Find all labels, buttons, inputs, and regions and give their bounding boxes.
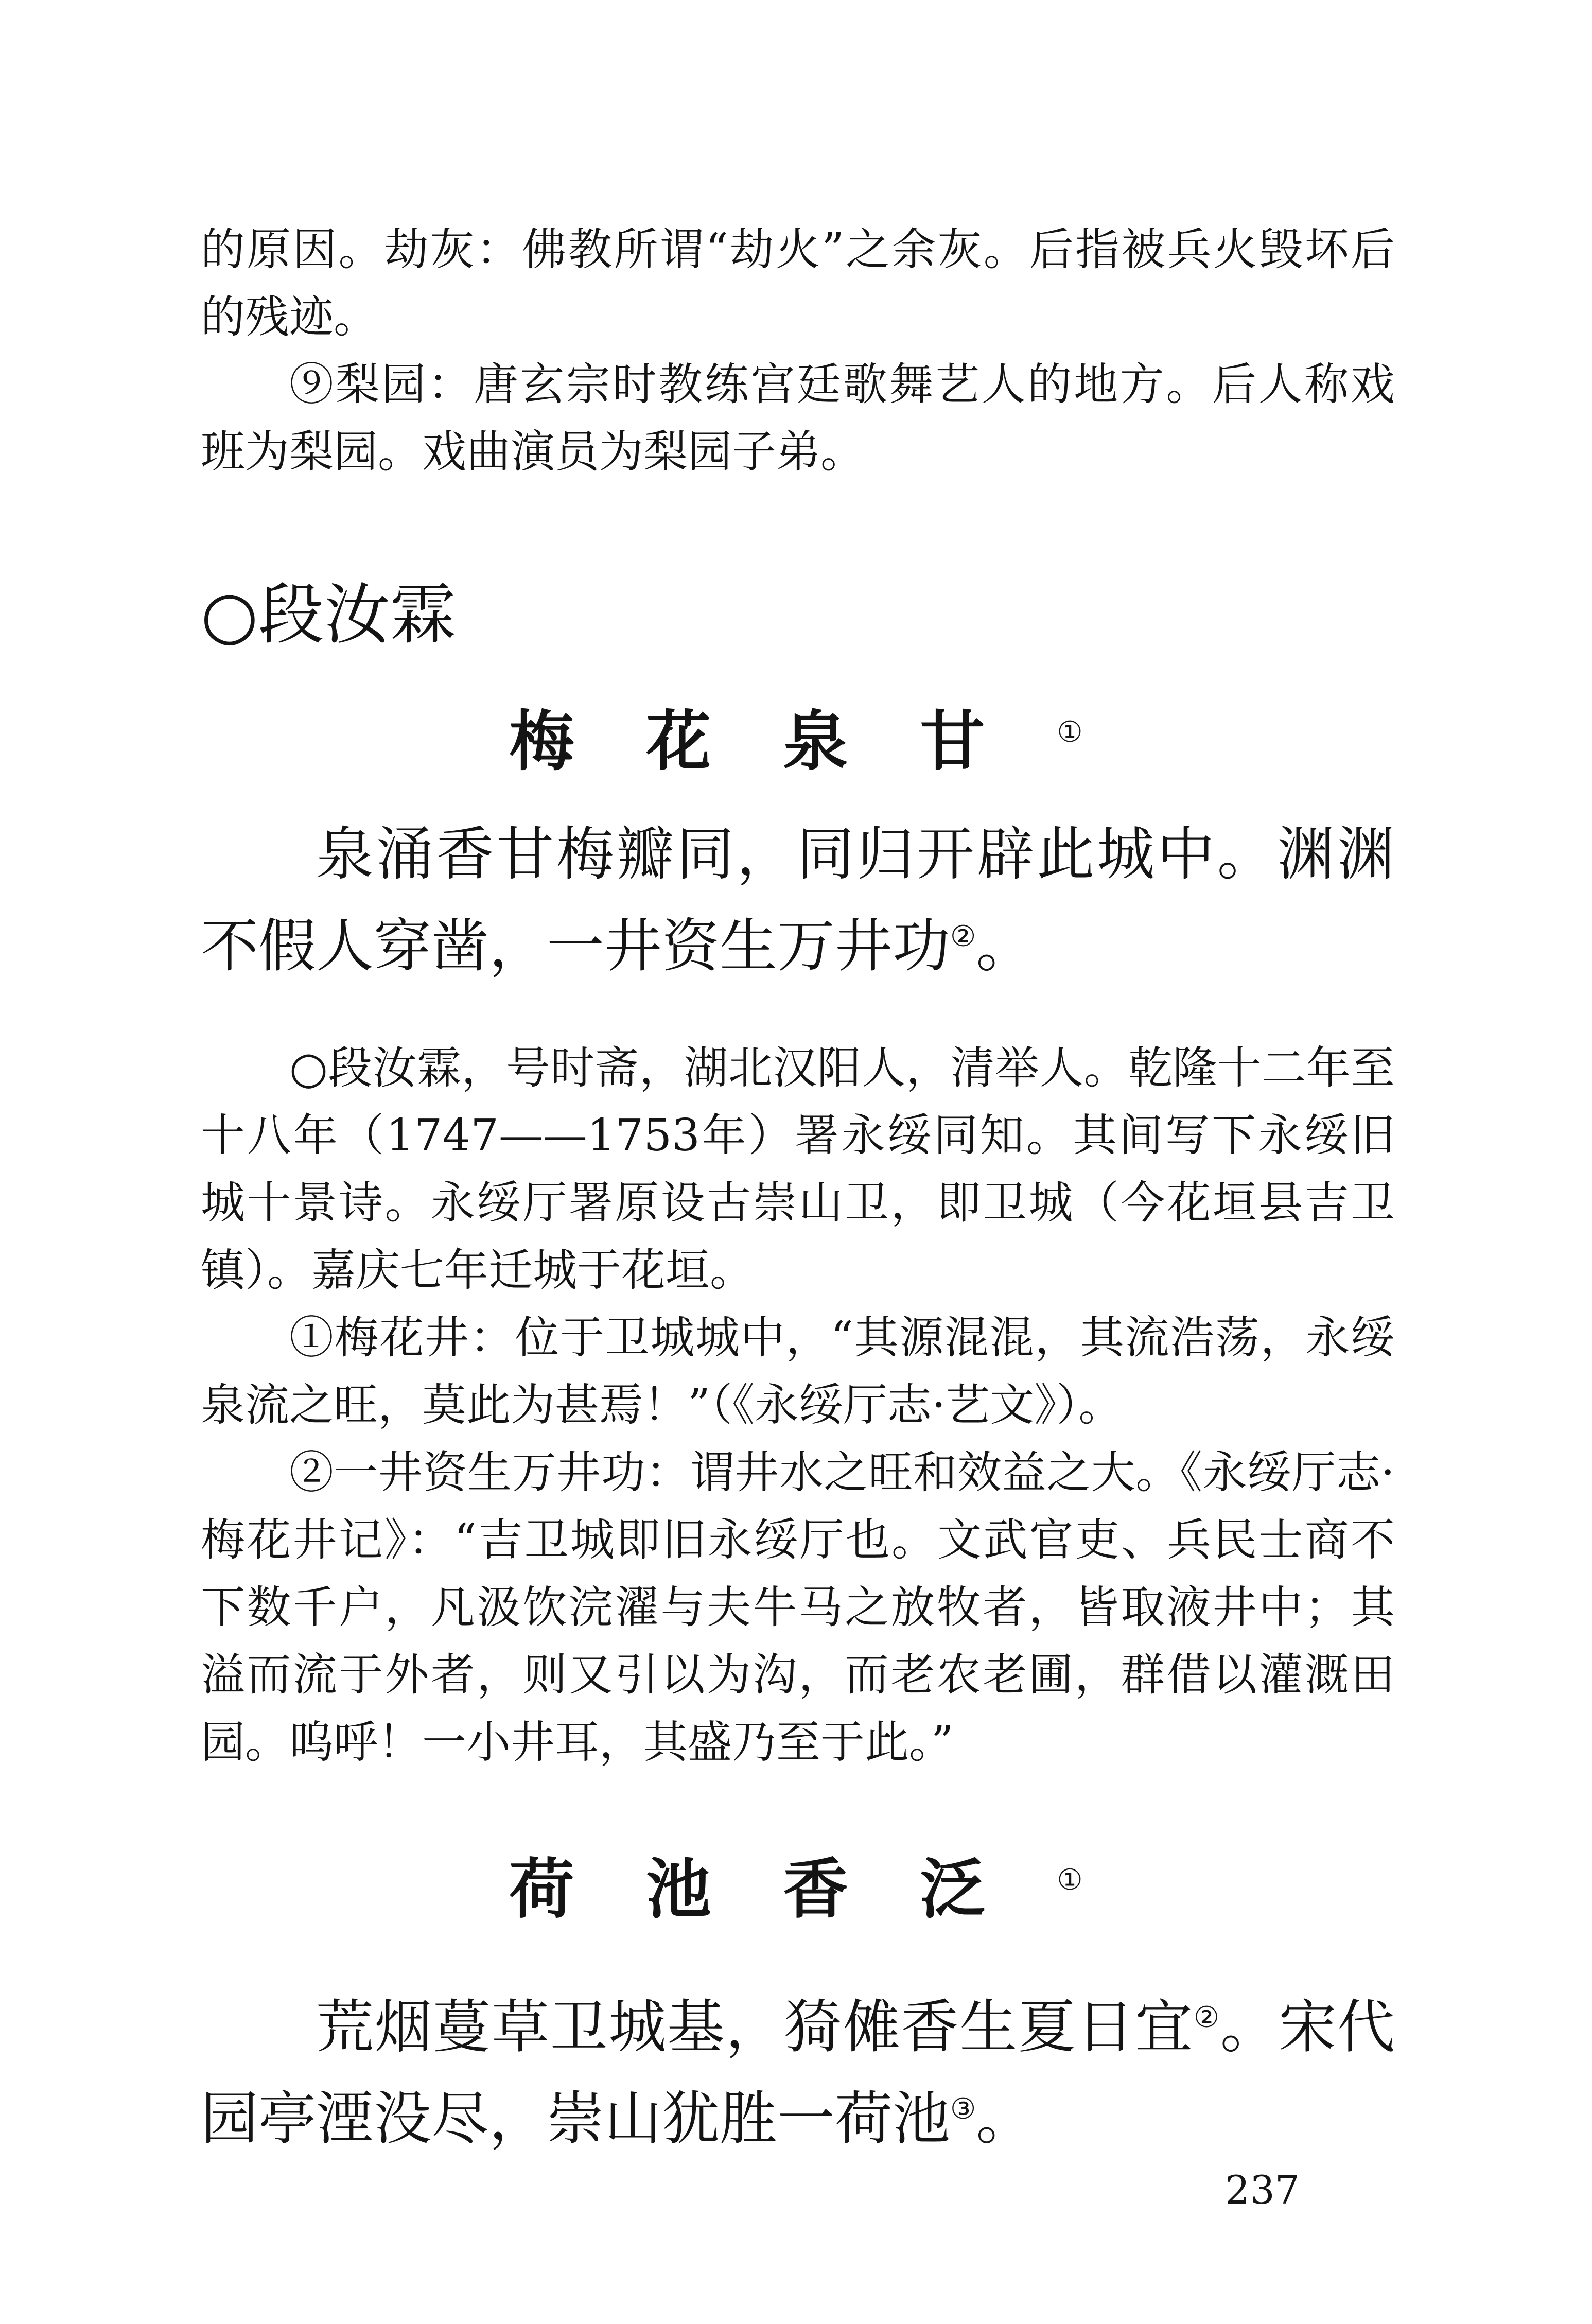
poem-2-mark-3: ③ [950,2092,976,2126]
note-continuation: 的原因。劫灰：佛教所谓“劫火”之余灰。后指被兵火毁坏后的残迹。 [201,224,1395,343]
poem-1-text [201,813,1395,987]
poem-2-title-mark: ① [1057,1863,1083,1897]
poem-2-title [0,1838,1592,1931]
poem-1-text-a: 泉涌香甘梅瓣同，同归开辟此城中。渊渊不假人穿凿，一井资生万井功 [201,821,1395,980]
page-number: 237 [1225,2167,1300,2213]
poem-2-text-c: 。 [976,2085,1034,2153]
poem-2-text-b: 。宋代园亭湮没尽，崇山犹胜一荷池 [201,1994,1395,2153]
poem-2-text [201,1977,1395,2160]
note-2: ②一井资生万井功：谓井水之旺和效益之大。《永绥厅志·梅花井记》：“吉卫城即旧永绥厅也。文武官吏、兵民士商不下数千户，凡汲饮浣濯与夫牛马之放牧者，皆取液井中；其溢而流于外者，则又引以为沟，而老农老圃，群借以灌溉田园。呜呼！一小井耳，其盛乃至于此。” [201,1447,1395,1768]
author-heading: ○段汝霖 [201,576,456,653]
poem-2-mark-2: ② [1193,2001,1220,2034]
poem-2-text-a: 荒烟蔓草卫城基，猗傩香生夏日宜 [316,1994,1194,2061]
poem-1-text-b: 。 [976,913,1034,980]
poem-1-title-text: 梅花泉甘 [509,704,1057,779]
author-bio: ○段汝霖，号时斋，湖北汉阳人，清举人。乾隆十二年至十八年（1747——1753年）署永绥同知。其间写下永绥旧城十景诗。永绥厅署原设古崇山卫，即卫城（今花垣县吉卫镇）。嘉庆七年迁城于花垣。 [201,1042,1395,1296]
poem-2-title-text: 荷池香泛 [509,1851,1057,1927]
poem-1-mark-2: ② [950,920,976,953]
note-1: ①梅花井：位于卫城城中，“其源混混，其流浩荡，永绥泉流之旺，莫此为甚焉！”（《永绥厅志·艺文》）。 [201,1312,1395,1431]
note-9: ⑨梨园：唐玄宗时教练宫廷歌舞艺人的地方。后人称戏班为梨园。戏曲演员为梨园子弟。 [201,359,1395,478]
poem-1-title [0,690,1592,783]
poem-1-title-mark: ① [1057,715,1083,749]
